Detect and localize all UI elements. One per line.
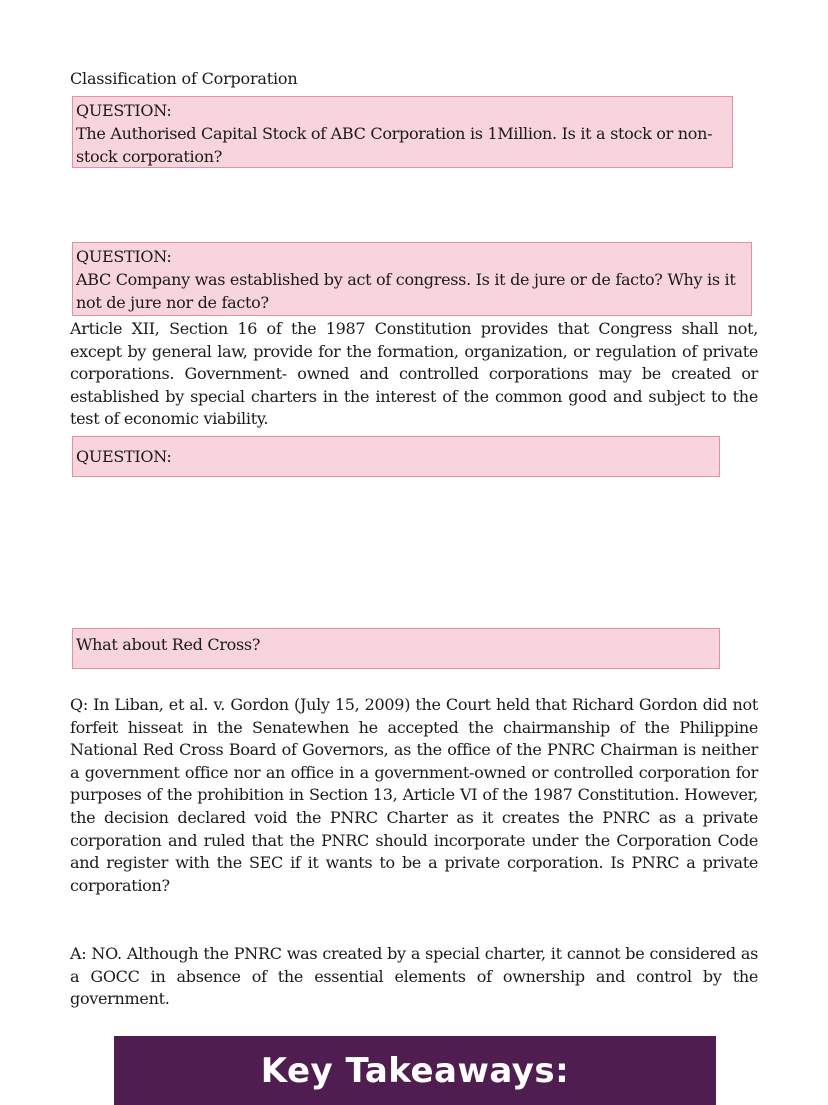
liban-gordon-question: Q: In Liban, et al. v. Gordon (July 15, 2009) the Court held that Richard Gordon did not forfeit hisseat in the Senatewhen he accepted the chairmanship of the Philippine National Red Cross Board of Governors, as the office of the PNRC Chairman is neither a government office nor an office in a government-owned or controlled corporation for purposes of the prohibition in Section 13, Article VI of the 1987 Constitution. However, the decision declared void the PNRC Charter as it creates the PNRC as a private corporation and ruled that the PNRC should incorporate under the Corporation Code and register with the SEC if it wants to be a private corporation. Is PNRC a private corporation? [70, 695, 758, 895]
article-xii-paragraph: Article XII, Section 16 of the 1987 Constitution provides that Congress shall not, except by general law, provide for the formation, organization, or regulation of private corporations. Government- owned and controlled corporations may be created or established by special charters in the interest of the common good and subject to the test of economic viability. [70, 319, 758, 429]
question-text: The Authorised Capital Stock of ABC Corporation is 1Million. Is it a stock or non-stock corporation? [76, 124, 713, 166]
question-label: QUESTION: [76, 447, 172, 466]
question-box-red-cross [72, 628, 720, 669]
question-box-authorised-capital [72, 96, 733, 168]
key-takeaways-title: Key Takeaways: [260, 1050, 570, 1091]
question-box-de-jure [72, 242, 752, 316]
question-text: ABC Company was established by act of congress. Is it de jure or de facto? Why is it not de jure nor de facto? [76, 270, 736, 312]
question-label: QUESTION: [76, 101, 172, 120]
section-heading: Classification of Corporation [70, 69, 298, 88]
liban-gordon-answer: A: NO. Although the PNRC was created by a special charter, it cannot be considered as a GOCC in absence of the essential elements of ownership and control by the government. [70, 944, 758, 1009]
question-box-empty [72, 436, 720, 477]
question-label: QUESTION: [76, 247, 172, 266]
key-takeaways-banner [114, 1036, 716, 1105]
question-text: What about Red Cross? [76, 635, 261, 654]
